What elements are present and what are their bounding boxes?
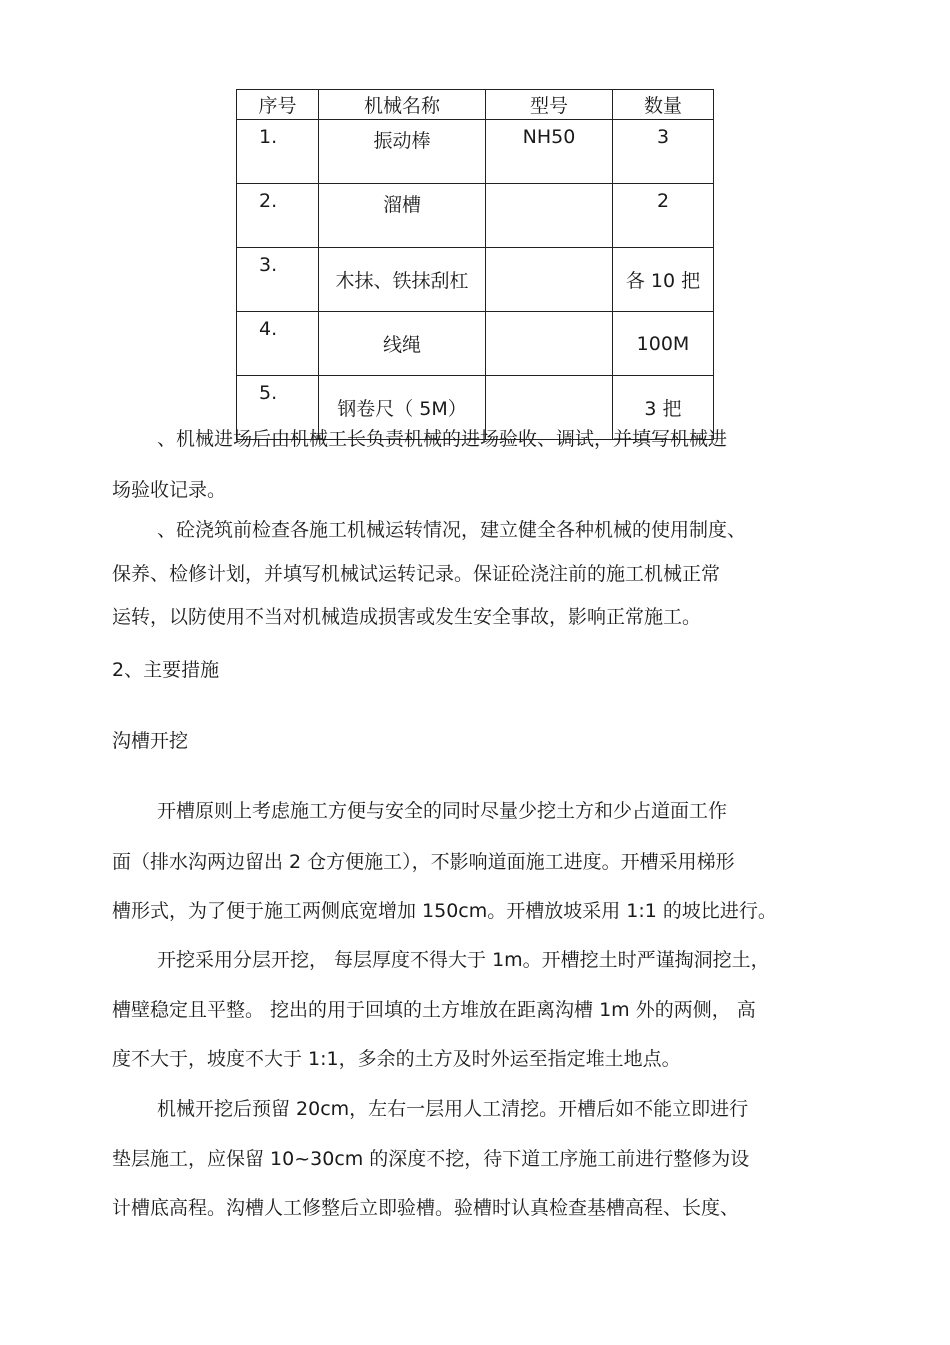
row-model: NH50 [486, 120, 613, 184]
text-line: 开槽原则上考虑施工方便与安全的同时尽量少挖土方和少占道面工作 [157, 800, 728, 822]
text-line: 面（排水沟两边留出 2 仓方便施工），不影响道面施工进度。开槽采用梯形 [112, 851, 735, 873]
row-qty: 各 10 把 [613, 248, 714, 312]
row-model [486, 184, 613, 248]
row-no: 3. [237, 248, 319, 312]
row-name: 振动棒 [319, 120, 486, 184]
header-model: 型号 [486, 90, 613, 120]
text-line: 槽壁稳定且平整。 挖出的用于回填的土方堆放在距离沟槽 1m 外的两侧， 高 [112, 999, 756, 1021]
row-qty: 2 [613, 184, 714, 248]
row-name: 线绳 [319, 312, 486, 376]
table-row [237, 184, 714, 248]
text-line: 、机械进场后由机械工长负责机械的进场验收、调试，并填写机械进 [157, 428, 728, 450]
row-qty: 3 把 [613, 376, 714, 440]
table-row [237, 120, 714, 184]
table-header-row [237, 90, 714, 120]
header-no: 序号 [237, 90, 319, 120]
text-line: 场验收记录。 [112, 479, 227, 501]
row-model [486, 312, 613, 376]
text-line: 运转，以防使用不当对机械造成损害或发生安全事故，影响正常施工。 [112, 606, 702, 628]
text-line: 槽形式，为了便于施工两侧底宽增加 150cm。开槽放坡采用 1:1 的坡比进行。 [112, 900, 777, 922]
text-line: 垫层施工，应保留 10~30cm 的深度不挖，待下道工序施工前进行整修为设 [112, 1148, 750, 1170]
table-row [237, 248, 714, 312]
text-line: 、砼浇筑前检查各施工机械运转情况，建立健全各种机械的使用制度、 [157, 519, 747, 541]
equipment-table [236, 89, 714, 440]
row-no: 2. [237, 184, 319, 248]
text-line: 保养、检修计划，并填写机械试运转记录。保证砼浇注前的施工机械正常 [112, 563, 721, 585]
row-no: 4. [237, 312, 319, 376]
row-name: 木抹、铁抹刮杠 [319, 248, 486, 312]
row-qty: 100M [613, 312, 714, 376]
row-model [486, 248, 613, 312]
header-name: 机械名称 [319, 90, 486, 120]
row-name: 钢卷尺（ 5M） [319, 376, 486, 440]
row-qty: 3 [613, 120, 714, 184]
row-name: 溜槽 [319, 184, 486, 248]
row-no: 5. [237, 376, 319, 440]
section-heading: 2、主要措施 [112, 659, 220, 681]
text-line: 机械开挖后预留 20cm，左右一层用人工清挖。开槽后如不能立即进行 [157, 1098, 749, 1120]
text-line: 度不大于，坡度不大于 1:1，多余的土方及时外运至指定堆土地点。 [112, 1048, 681, 1070]
table-row [237, 312, 714, 376]
text-line: 开挖采用分层开挖， 每层厚度不得大于 1m。开槽挖土时严谨掏洞挖土， [157, 949, 770, 971]
text-line: 计槽底高程。沟槽人工修整后立即验槽。验槽时认真检查基槽高程、长度、 [112, 1197, 740, 1219]
subsection-heading: 沟槽开挖 [112, 730, 189, 752]
header-qty: 数量 [613, 90, 714, 120]
row-no: 1. [237, 120, 319, 184]
